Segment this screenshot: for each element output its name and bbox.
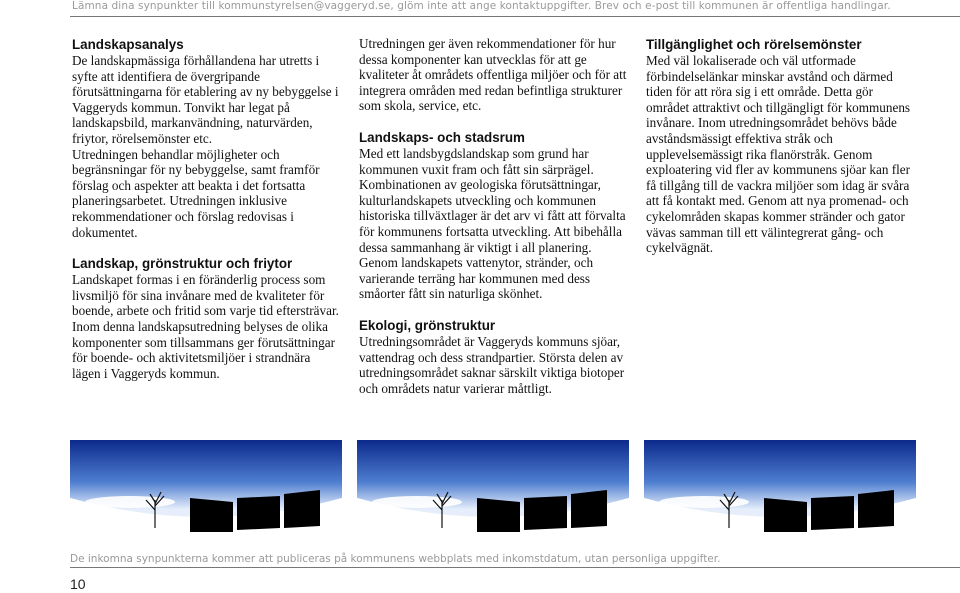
section-heading: Landskaps- och stadsrum <box>359 129 525 145</box>
paragraph: Utredningsområdet är Vaggeryds kommuns sjöar, vattendrag och dess strandpartier. Största delen av utredningsområdet saknar särskilt viktiga biotoper och områdets natur varierar måttligt. <box>359 333 625 396</box>
section-heading: Tillgänglighet och rörelsemönster <box>646 37 862 52</box>
section-heading: Landskap, grönstruktur och friytor <box>72 256 293 272</box>
column-middle <box>359 36 629 396</box>
section-heading: Ekologi, grönstruktur <box>359 317 496 333</box>
footer-rule <box>70 567 960 568</box>
page-number: 10 <box>70 576 86 592</box>
landscape-illustration-icon <box>357 440 629 546</box>
landscape-illustration-icon <box>644 440 916 546</box>
paragraph: Landskapet formas i en föränderlig process som livsmiljö för sina invånare med de kvaliteter för boende, arbete och fritid som varje tid eftersträvar. Inom denna landskapsutredning belyses de olika komponenter som tillsammans ger förutsättningar för boende- och aktivitetsmiljöer i strandnära lägen i Vaggeryds kommun. <box>72 272 339 381</box>
column-left <box>72 36 342 381</box>
paragraph: De landskapmässiga förhållandena har utretts i syfte att identifiera de övergripande förutsättningarna för etablering av ny bebyggelse i Vaggeryds kommun. Tonvikt har legat på landskapsbild, markanvändning, naturvärden, friytor, rörelsemönster etc. <box>72 53 339 146</box>
column-right <box>646 36 916 256</box>
paragraph: Med väl lokaliserade och väl utformade förbindelselänkar minskar avstånd och därmed tiden för att röra sig i ett område. Detta gör området attraktivt och tillgängligt för kommunens invånare. Inom utredningsområdet behövs både avståndsmässigt effektiva stråk och upplevelsemässigt rika flanörstråk. Genom exploatering vid fler av kommunens sjöar kan fler få tillgång till de vackra miljöer som idag är svåra att få kontakt med. Genom att nya promenad- och cykelområden skapas kommer stränder och gator vävas samman till ett välintegrerat gång- och cykelvägnät. <box>646 53 911 256</box>
paragraph: Med ett landsbygdslandskap som grund har kommunen vuxit fram och fått sin särprägel. Kombinationen av geologiska förutsättningar, kulturlandskapets utveckling och kommunen historiska tillväxtlager är det arv vi fått att förvalta för kommunens fortsatta utveckling. Att bibehålla dessa sammanhang är viktigt i all planering. Genom landskapets vattenytor, stränder, och varierande terräng har kommunen med dess småorter fått sin naturliga skönhet. <box>359 145 626 302</box>
paragraph: Utredningen ger även rekommendationer för hur dessa komponenter kan utvecklas för att ge kvaliteter åt områdets offentliga miljöer och för att integrera områden med redan befintliga strukturer som skola, service, etc. <box>359 36 627 114</box>
paragraph: Utredningen behandlar möjligheter och begränsningar för ny bebyggelse, samt framför förslag och aspekter att beakta i det fortsatta planeringsarbetet. Utredningen inklusive rekommendationer och förslag redovisas i dokumentet. <box>72 146 320 240</box>
header-note: Lämna dina synpunkter till kommunstyrelsen@vaggeryd.se, glöm inte att ange kontaktuppgifter. Brev och e-post till kommunen är offentliga handlingar. <box>72 0 891 12</box>
section-heading: Landskapsanalys <box>72 37 184 52</box>
footer-note: De inkomna synpunkterna kommer att publiceras på kommunens webbplats med inkomstdatum, utan personliga uppgifter. <box>70 553 721 565</box>
landscape-illustration-icon <box>70 440 342 546</box>
